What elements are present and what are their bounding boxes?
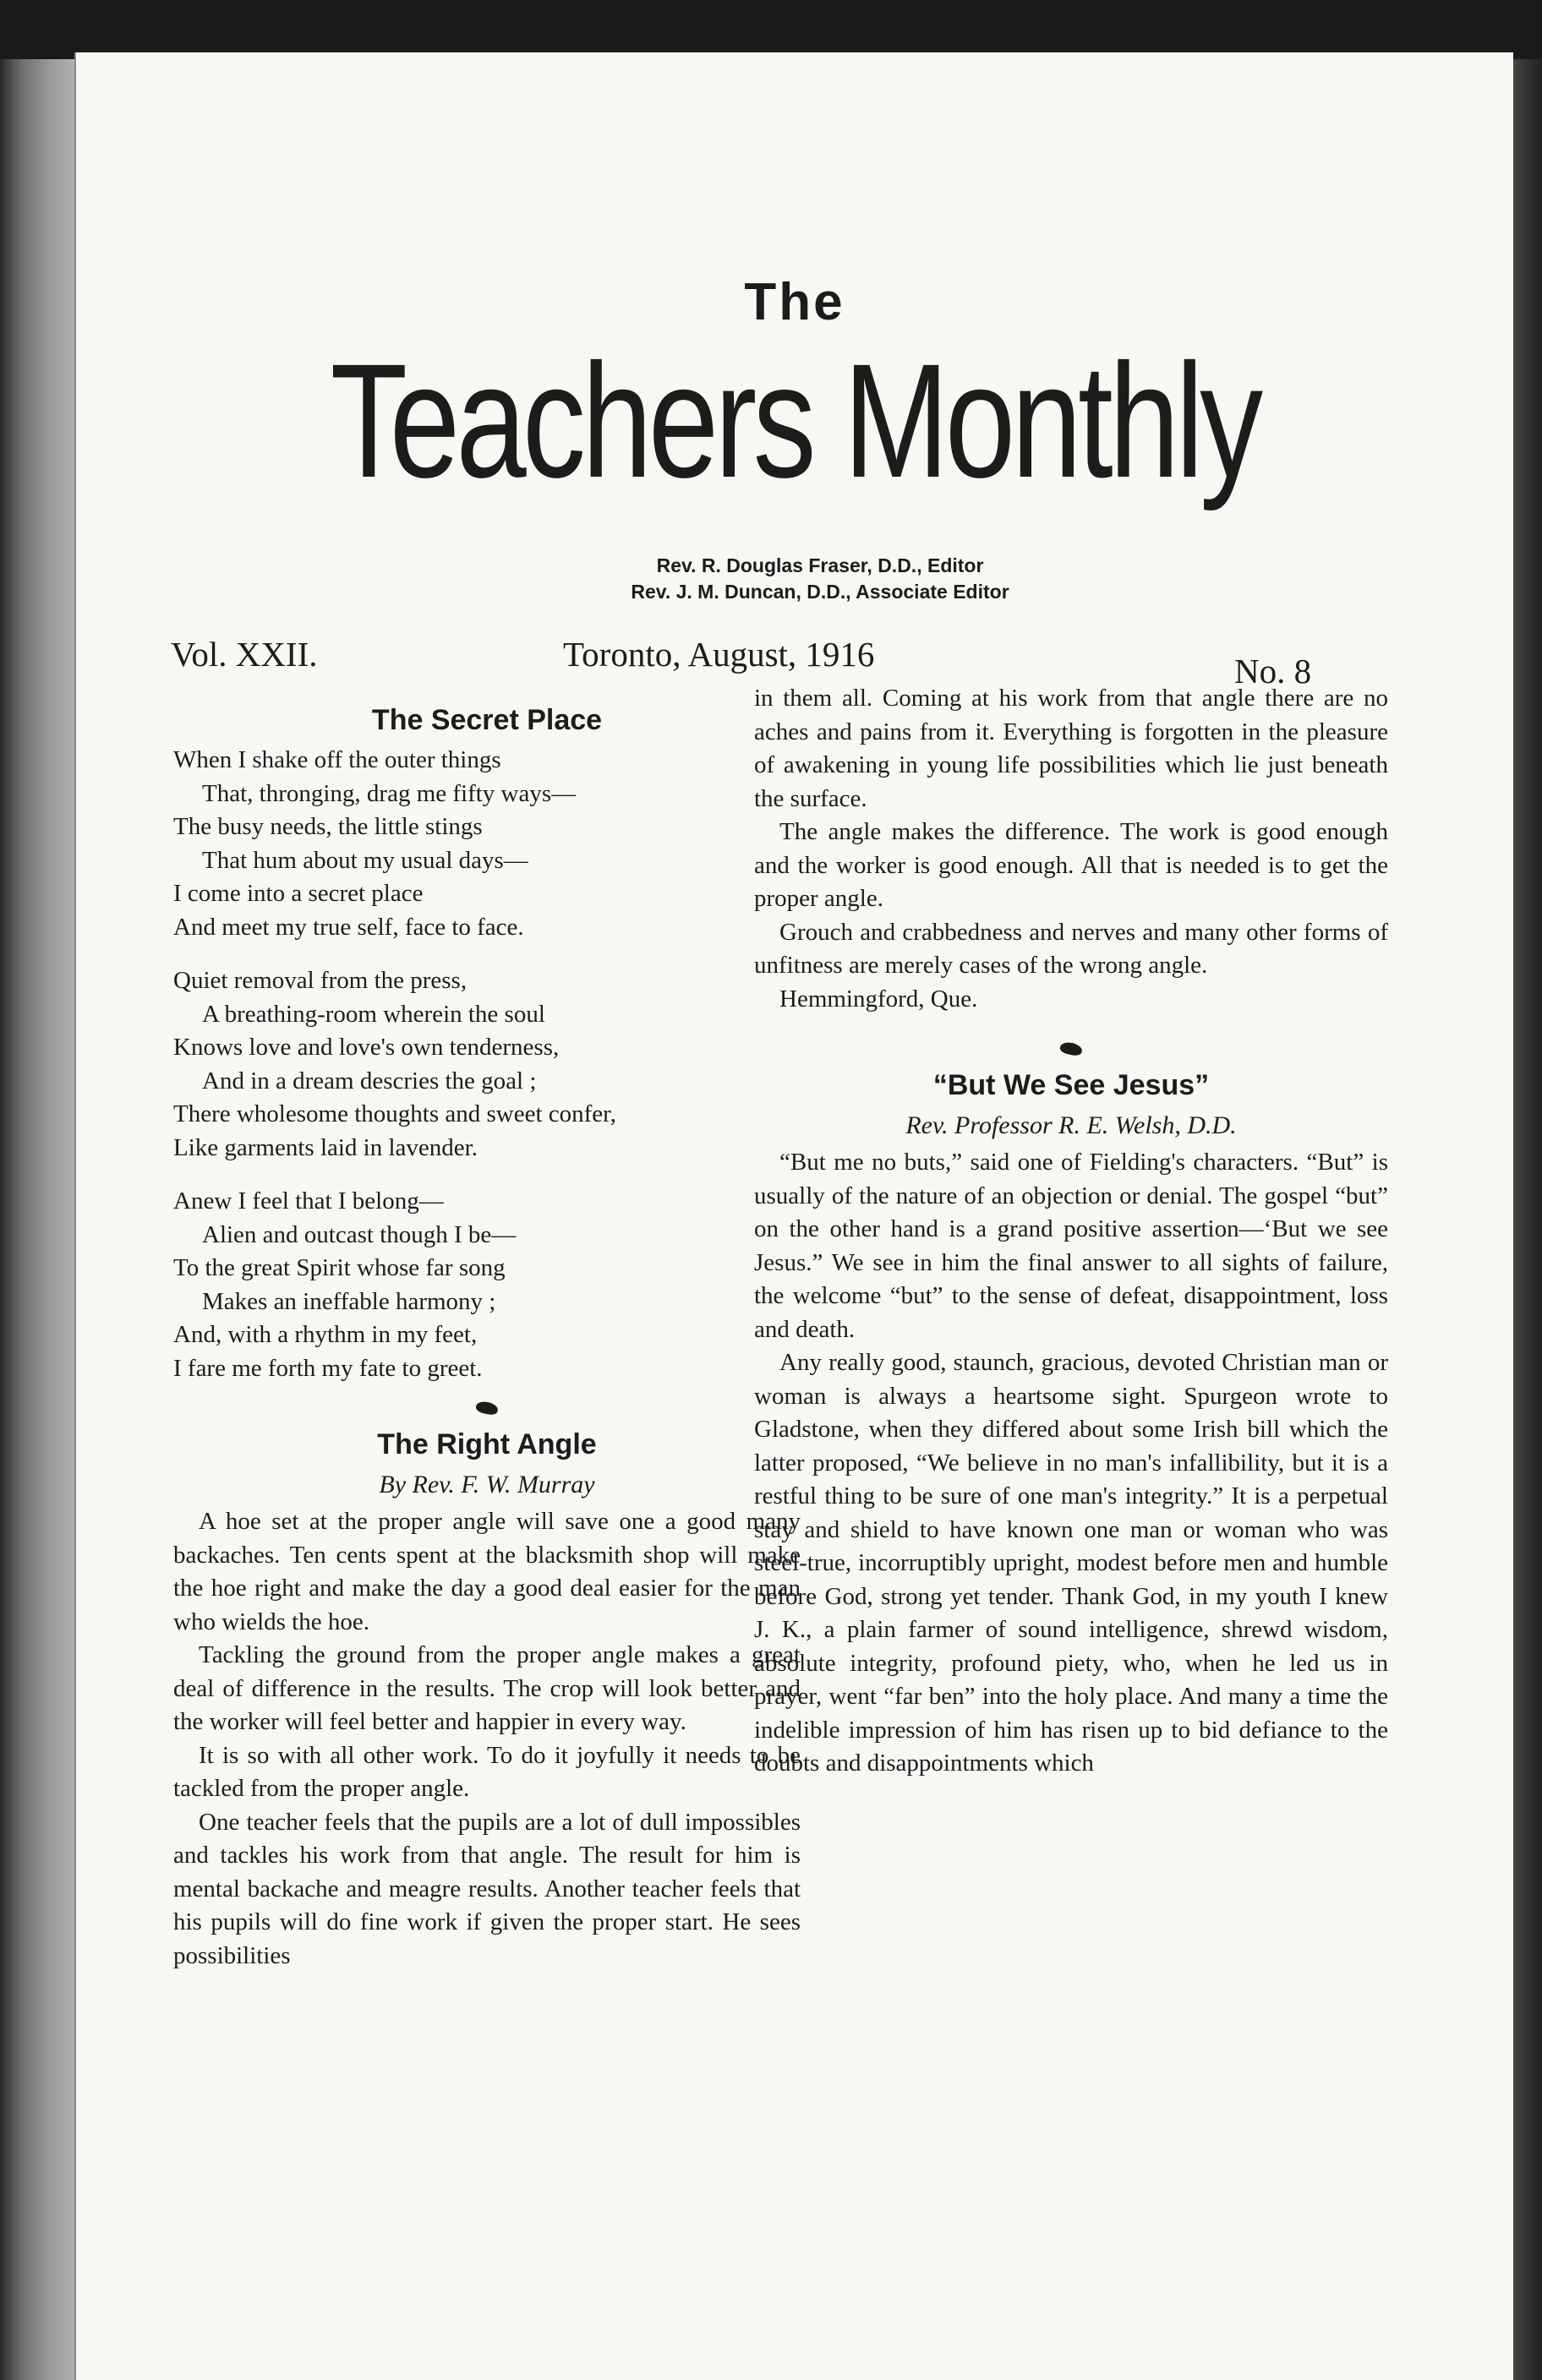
poem-line: To the great Spirit whose far song (173, 1254, 506, 1281)
poem-line: I fare me forth my fate to greet. (173, 1354, 483, 1382)
editors-block (76, 553, 1513, 605)
poem-line: Anew I feel that I belong— (173, 1187, 444, 1215)
poem-line: Knows love and love's own tenderness, (173, 1034, 560, 1061)
poem-line: And in a dream descries the goal ; (202, 1067, 537, 1094)
poem-line: I come into a secret place (173, 880, 424, 907)
masthead-the: The (744, 273, 845, 331)
poem-line: A breathing-room wherein the soul (202, 1000, 545, 1028)
article-paragraph: Any really good, staunch, gracious, devoted Christian man or woman is always a heartsome sight. Spurgeon wrote to Gladstone, when they differed about some Irish bill which the latter proposed, “We believe in no man's infallibility, but it is a restful thing to be sure of one man's integrity.” It is a perpetual stay and shield to have known one man or woman who was steel-true, incorruptibly upright, modest before men and humble before God, strong yet tender. Thank God, in my youth I knew J. K., a plain farmer of sound intelligence, shrewd wisdom, absolute integrity, profound piety, who, when he led us in prayer, went “far ben” into the holy place. And many a time the indelible impression of him has risen up to bid defiance to the doubts and disappointments which (754, 1349, 1388, 1777)
article-byline: By Rev. F. W. Murray (379, 1471, 595, 1498)
article-paragraph: One teacher feels that the pupils are a lot of dull impossibles and tackles his work from that angle. The result for him is mental backache and meagre results. Another teacher feels that his pupils will do fine work if given the proper start. He sees possibilities (173, 1808, 801, 1969)
poem-line: There wholesome thoughts and sweet confer, (173, 1100, 616, 1127)
poem-line: And meet my true self, face to face. (173, 913, 524, 941)
poem-line: When I shake off the outer things (173, 746, 501, 773)
volume-number: Vol. XXII. (171, 635, 318, 674)
article-title: The Right Angle (377, 1428, 597, 1460)
place-date: Toronto, August, 1916 (563, 635, 875, 674)
article-paragraph: A hoe set at the proper angle will save one a good many backaches. Ten cents spent at the blacksmith shop will make the hoe right and make the day a good deal easier for the man who wields the hoe. (173, 1508, 801, 1635)
article-paragraph: “But me no buts,” said one of Fielding's characters. “But” is usually of the nature of an objection or denial. The gospel “but” on the other hand is a grand positive assertion—‘But we see Jesus.” We see in him the final answer to all sights of failure, the welcome “but” to the sense of defeat, disappointment, loss and death. (754, 1149, 1388, 1343)
poem-line: Makes an ineffable harmony ; (202, 1287, 496, 1315)
poem-stanza-2 (173, 964, 801, 1165)
poem-title: The Secret Place (371, 704, 603, 736)
book-spine-shadow (0, 59, 85, 2380)
poem-line: That hum about my usual days— (202, 846, 528, 874)
article-paragraph: Grouch and crabbedness and nerves and many other forms of unfitness are merely cases of the wrong angle. (754, 918, 1388, 979)
editor-line: Rev. R. Douglas Fraser, D.D., Editor (656, 554, 984, 576)
poem-line: Like garments laid in lavender. (173, 1133, 478, 1161)
masthead-title: Teachers Monthly (330, 330, 1260, 511)
section-ornament-icon (173, 1390, 801, 1424)
associate-editor-line: Rev. J. M. Duncan, D.D., Associate Editor (631, 581, 1009, 603)
poem-line: And, with a rhythm in my feet, (173, 1321, 478, 1348)
article-paragraph-continued: in them all. Coming at his work from that angle there are no aches and pains from it. Everything is forgotten in the pleasure of awakening in young life possibilities which lie just beneath the surface. (754, 685, 1388, 812)
article-title: “But We See Jesus” (932, 1069, 1210, 1101)
article-paragraph: It is so with all other work. To do it joyfully it needs to be tackled from the proper angle. (173, 1741, 801, 1802)
poem-line: Quiet removal from the press, (173, 967, 468, 994)
right-column (754, 682, 1388, 1781)
article-paragraph: The angle makes the difference. The work is good enough and the worker is good enough. All that is needed is to get the proper angle. (754, 818, 1388, 912)
poem-stanza-1 (173, 744, 801, 944)
issue-number: No. 8 (1234, 652, 1312, 691)
page-edge-shadow (1508, 59, 1542, 2380)
section-ornament-icon (754, 1031, 1388, 1065)
article-byline: Rev. Professor R. E. Welsh, D.D. (905, 1111, 1237, 1139)
poem-line: That, thronging, drag me fifty ways— (202, 779, 577, 807)
poem-line: The busy needs, the little stings (173, 813, 483, 840)
article-signoff: Hemmingford, Que. (779, 985, 978, 1013)
magazine-page (74, 52, 1513, 2380)
left-column (173, 701, 801, 1973)
poem-stanza-3 (173, 1185, 801, 1385)
poem-line: Alien and outcast though I be— (202, 1220, 517, 1248)
article-paragraph: Tackling the ground from the proper angle makes a great deal of difference in the results. The crop will look better and the worker will feel better and happier in every way. (173, 1641, 801, 1735)
